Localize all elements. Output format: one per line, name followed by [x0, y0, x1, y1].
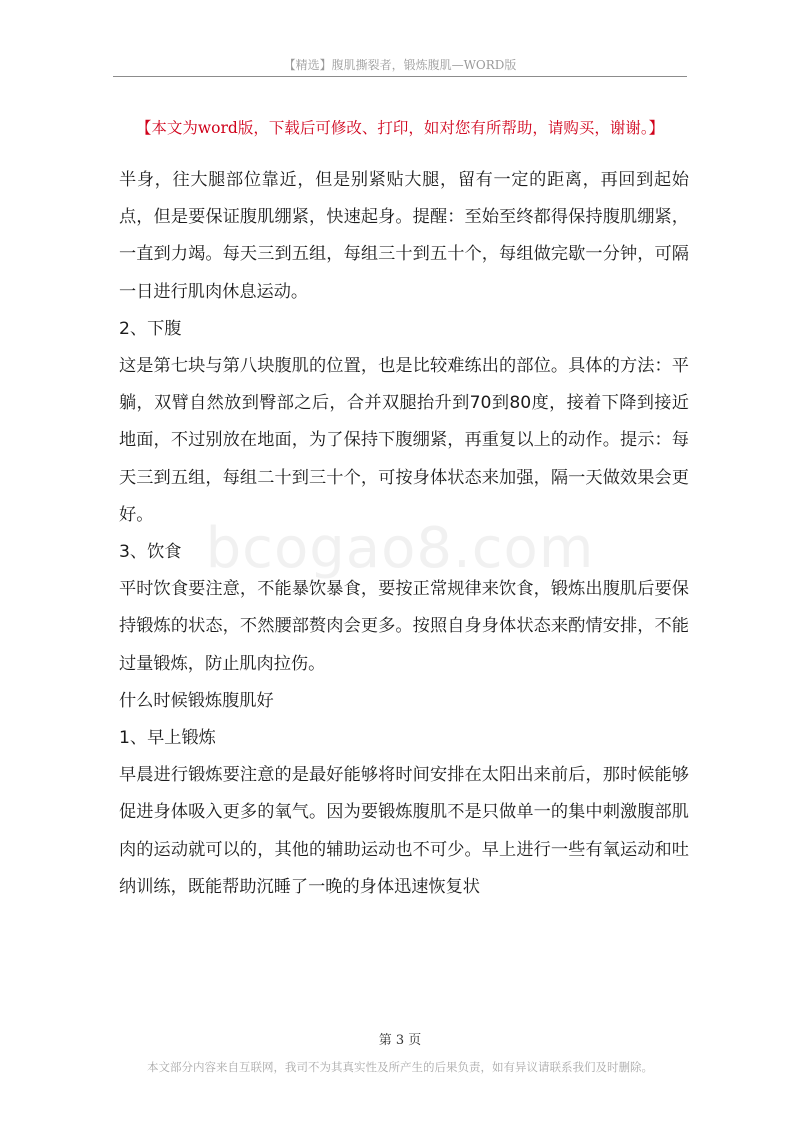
paragraph-upper-abs-continued: 半身，往大腿部位靠近，但是别紧贴大腿，留有一定的距离，再回到起始点，但是要保证腹肌绷紧，快速起身。提醒：至始至终都得保持腹肌绷紧，一直到力竭。每天三到五组，每组三十到五十个，每组做完歇一分钟，可隔一日进行肌肉休息运动。	[119, 170, 689, 302]
word-version-notice: 【本文为word版，下载后可修改、打印，如对您有所帮助，请购买，谢谢。】	[135, 119, 665, 137]
paragraph-lower-abs: 这是第七块与第八块腹肌的位置，也是比较难练出的部位。具体的方法：平躺，双臂自然放到臀部之后，合并双腿抬升到70到80度，接着下降到接近地面，不过别放在地面，为了保持下腹绷紧，再重复以上的动作。提示：每天三到五组，每组二十到三十个，可按身体状态来加强，隔一天做效果会更好。	[119, 356, 689, 525]
heading-diet: 3、饮食	[119, 542, 182, 563]
paragraph-diet: 平时饮食要注意，不能暴饮暴食，要按正常规律来饮食，锻炼出腹肌后要保持锻炼的状态，不然腰部赘肉会更多。按照自身身体状态来酌情安排，不能过量锻炼，防止肌肉拉伤。	[119, 579, 689, 674]
heading-morning-training: 1、早上锻炼	[119, 728, 216, 749]
paragraph-morning-training: 早晨进行锻炼要注意的是最好能够将时间安排在太阳出来前后，那时候能够促进身体吸入更多的氧气。因为要锻炼腹肌不是只做单一的集中刺激腹部肌肉的运动就可以的，其他的辅助运动也不可少。早上进行一些有氧运动和吐纳训练，既能帮助沉睡了一晚的身体迅速恢复状	[119, 765, 689, 897]
page-header-title: 【精选】腹肌撕裂者，锻炼腹肌—WORD版	[283, 58, 517, 72]
page-number: 第 3 页	[378, 1033, 422, 1048]
footer-disclaimer: 本文部分内容来自互联网，我司不为其真实性及所产生的后果负责，如有异议请联系我们及时删除。	[147, 1060, 653, 1074]
header-divider	[113, 76, 687, 77]
heading-lower-abs: 2、下腹	[119, 318, 182, 339]
document-body	[119, 162, 689, 906]
watermark-text: bcogao8.com	[205, 516, 595, 581]
heading-when-to-train: 什么时候锻炼腹肌好	[119, 690, 274, 711]
